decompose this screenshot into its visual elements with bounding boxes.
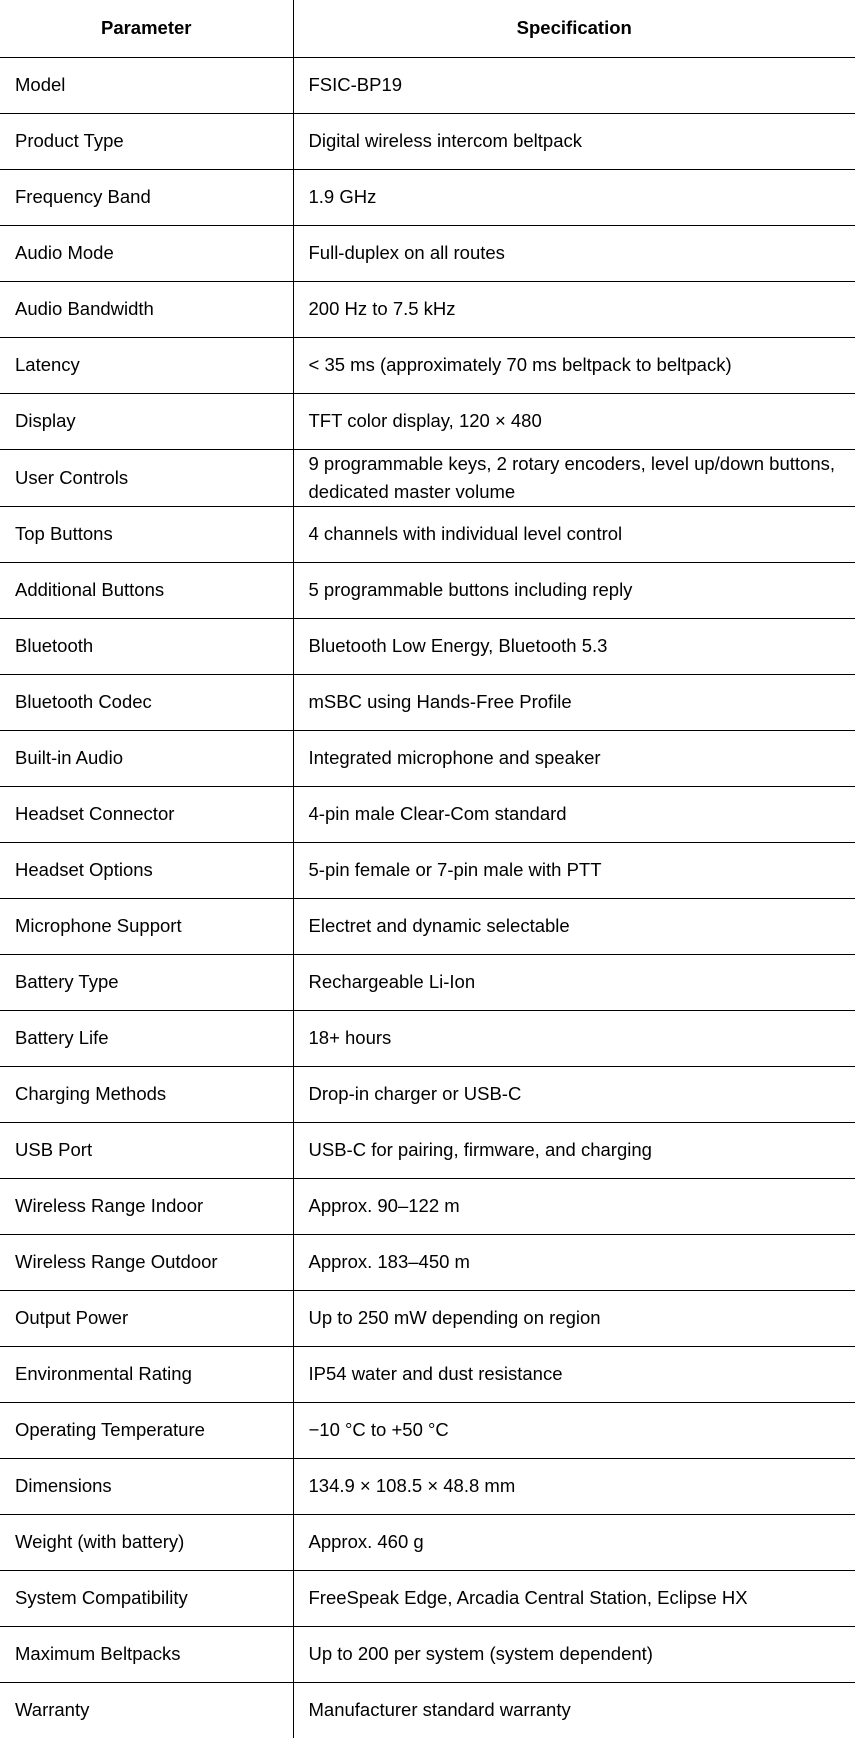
parameter-cell: Battery Type [0, 954, 293, 1010]
table-row [0, 1234, 855, 1290]
table-row [0, 730, 855, 786]
parameter-cell: Built-in Audio [0, 730, 293, 786]
specification-cell: < 35 ms (approximately 70 ms beltpack to beltpack) [293, 337, 855, 393]
specification-cell: Bluetooth Low Energy, Bluetooth 5.3 [293, 618, 855, 674]
specification-cell: 200 Hz to 7.5 kHz [293, 281, 855, 337]
specification-cell: FreeSpeak Edge, Arcadia Central Station, Eclipse HX [293, 1570, 855, 1626]
specification-cell: Rechargeable Li-Ion [293, 954, 855, 1010]
specification-cell: Up to 250 mW depending on region [293, 1290, 855, 1346]
specification-cell: Full-duplex on all routes [293, 225, 855, 281]
parameter-cell: Audio Mode [0, 225, 293, 281]
specification-cell: −10 °C to +50 °C [293, 1402, 855, 1458]
specification-cell: Approx. 183–450 m [293, 1234, 855, 1290]
parameter-cell: Headset Connector [0, 786, 293, 842]
parameter-cell: User Controls [0, 449, 293, 506]
table-row [0, 618, 855, 674]
specification-cell: Approx. 90–122 m [293, 1178, 855, 1234]
table-row [0, 842, 855, 898]
table-row [0, 898, 855, 954]
parameter-cell: Warranty [0, 1682, 293, 1738]
specification-cell: FSIC-BP19 [293, 57, 855, 113]
parameter-cell: Product Type [0, 113, 293, 169]
parameter-cell: System Compatibility [0, 1570, 293, 1626]
table-row [0, 1682, 855, 1738]
parameter-cell: Frequency Band [0, 169, 293, 225]
table-row [0, 449, 855, 506]
table-row [0, 1010, 855, 1066]
specification-cell: Drop-in charger or USB-C [293, 1066, 855, 1122]
parameter-cell: Output Power [0, 1290, 293, 1346]
spec-table-body [0, 57, 855, 1738]
specification-cell: 4-pin male Clear-Com standard [293, 786, 855, 842]
specification-cell: Up to 200 per system (system dependent) [293, 1626, 855, 1682]
table-row [0, 1402, 855, 1458]
table-row [0, 337, 855, 393]
specification-cell: Digital wireless intercom beltpack [293, 113, 855, 169]
parameter-cell: Audio Bandwidth [0, 281, 293, 337]
parameter-cell: Maximum Beltpacks [0, 1626, 293, 1682]
parameter-cell: Dimensions [0, 1458, 293, 1514]
table-row [0, 1178, 855, 1234]
table-row [0, 169, 855, 225]
table-row [0, 1570, 855, 1626]
specification-cell: 4 channels with individual level control [293, 506, 855, 562]
specification-cell: TFT color display, 120 × 480 [293, 393, 855, 449]
parameter-cell: Bluetooth [0, 618, 293, 674]
parameter-cell: Wireless Range Indoor [0, 1178, 293, 1234]
header-parameter: Parameter [0, 0, 293, 57]
parameter-cell: Wireless Range Outdoor [0, 1234, 293, 1290]
parameter-cell: USB Port [0, 1122, 293, 1178]
parameter-cell: Battery Life [0, 1010, 293, 1066]
specification-cell: Integrated microphone and speaker [293, 730, 855, 786]
specification-cell: Manufacturer standard warranty [293, 1682, 855, 1738]
parameter-cell: Additional Buttons [0, 562, 293, 618]
specification-cell: 5 programmable buttons including reply [293, 562, 855, 618]
specification-cell: 1.9 GHz [293, 169, 855, 225]
header-row [0, 0, 855, 57]
parameter-cell: Top Buttons [0, 506, 293, 562]
table-row [0, 562, 855, 618]
specification-cell: 9 programmable keys, 2 rotary encoders, level up/down buttons, dedicated master volume [293, 449, 855, 506]
specification-cell: 18+ hours [293, 1010, 855, 1066]
parameter-cell: Bluetooth Codec [0, 674, 293, 730]
table-row [0, 1066, 855, 1122]
table-row [0, 1458, 855, 1514]
parameter-cell: Weight (with battery) [0, 1514, 293, 1570]
table-row [0, 1514, 855, 1570]
specification-cell: 134.9 × 108.5 × 48.8 mm [293, 1458, 855, 1514]
parameter-cell: Microphone Support [0, 898, 293, 954]
parameter-cell: Headset Options [0, 842, 293, 898]
table-row [0, 1122, 855, 1178]
specification-cell: mSBC using Hands-Free Profile [293, 674, 855, 730]
parameter-cell: Display [0, 393, 293, 449]
parameter-cell: Charging Methods [0, 1066, 293, 1122]
parameter-cell: Model [0, 57, 293, 113]
table-row [0, 281, 855, 337]
table-row [0, 225, 855, 281]
table-row [0, 1626, 855, 1682]
table-row [0, 674, 855, 730]
parameter-cell: Latency [0, 337, 293, 393]
specification-cell: USB-C for pairing, firmware, and charging [293, 1122, 855, 1178]
parameter-cell: Operating Temperature [0, 1402, 293, 1458]
parameter-cell: Environmental Rating [0, 1346, 293, 1402]
table-row [0, 506, 855, 562]
table-row [0, 1346, 855, 1402]
table-row [0, 1290, 855, 1346]
table-row [0, 954, 855, 1010]
table-row [0, 57, 855, 113]
header-specification: Specification [293, 0, 855, 57]
specification-cell: Approx. 460 g [293, 1514, 855, 1570]
specification-cell: IP54 water and dust resistance [293, 1346, 855, 1402]
specification-cell: 5-pin female or 7-pin male with PTT [293, 842, 855, 898]
table-row [0, 113, 855, 169]
table-row [0, 786, 855, 842]
table-row [0, 393, 855, 449]
specification-cell: Electret and dynamic selectable [293, 898, 855, 954]
